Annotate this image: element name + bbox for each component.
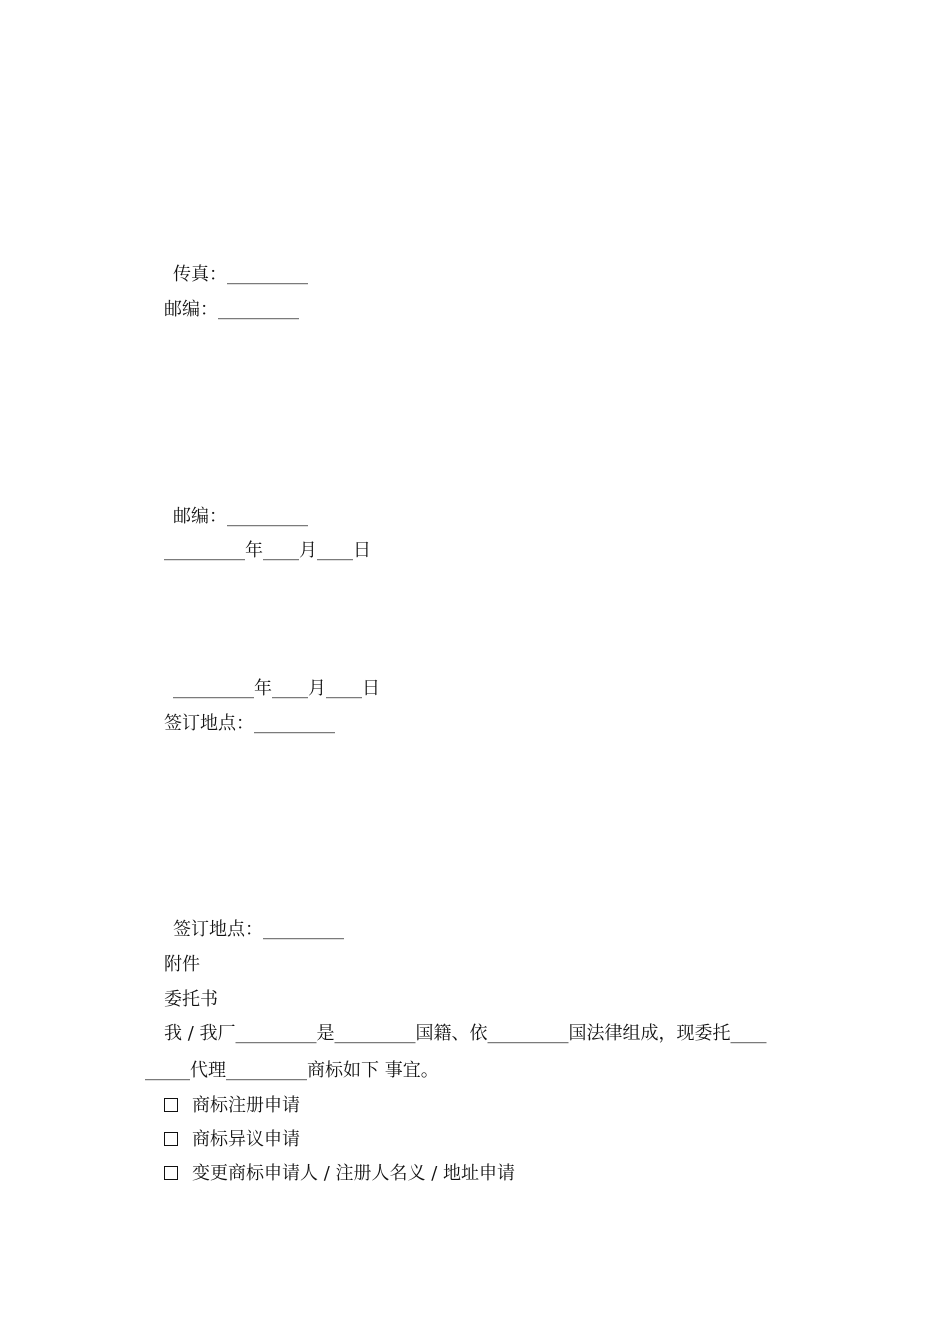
- postcode-line: 邮编：_________: [173, 506, 308, 527]
- option-label: 商标异议申请: [192, 1129, 300, 1150]
- option-change-applicant[interactable]: [164, 1162, 515, 1186]
- attachment-heading: 附件: [164, 954, 200, 975]
- postcode-line: 邮编：_________: [164, 299, 299, 320]
- sign-place-line: 签订地点：_________: [173, 919, 344, 940]
- fax-line: 传真：_________: [173, 264, 308, 285]
- checkbox-icon[interactable]: [164, 1132, 178, 1146]
- body-paragraph-line: _____代理_________商标如下 事宜。: [145, 1060, 439, 1081]
- power-of-attorney-title: 委托书: [164, 989, 218, 1010]
- checkbox-icon[interactable]: [164, 1166, 178, 1180]
- option-trademark-opposition[interactable]: [164, 1128, 300, 1152]
- date-line: _________年____月____日: [164, 540, 371, 561]
- option-label: 商标注册申请: [192, 1095, 300, 1116]
- option-trademark-registration[interactable]: [164, 1094, 300, 1118]
- sign-place-line: 签订地点：_________: [164, 713, 335, 734]
- checkbox-icon[interactable]: [164, 1098, 178, 1112]
- option-label: 变更商标申请人 / 注册人名义 / 地址申请: [192, 1163, 516, 1184]
- body-paragraph-line: 我 / 我厂_________是_________国籍、依_________国法律组成，现委托____: [164, 1023, 767, 1044]
- date-line: _________年____月____日: [173, 678, 380, 699]
